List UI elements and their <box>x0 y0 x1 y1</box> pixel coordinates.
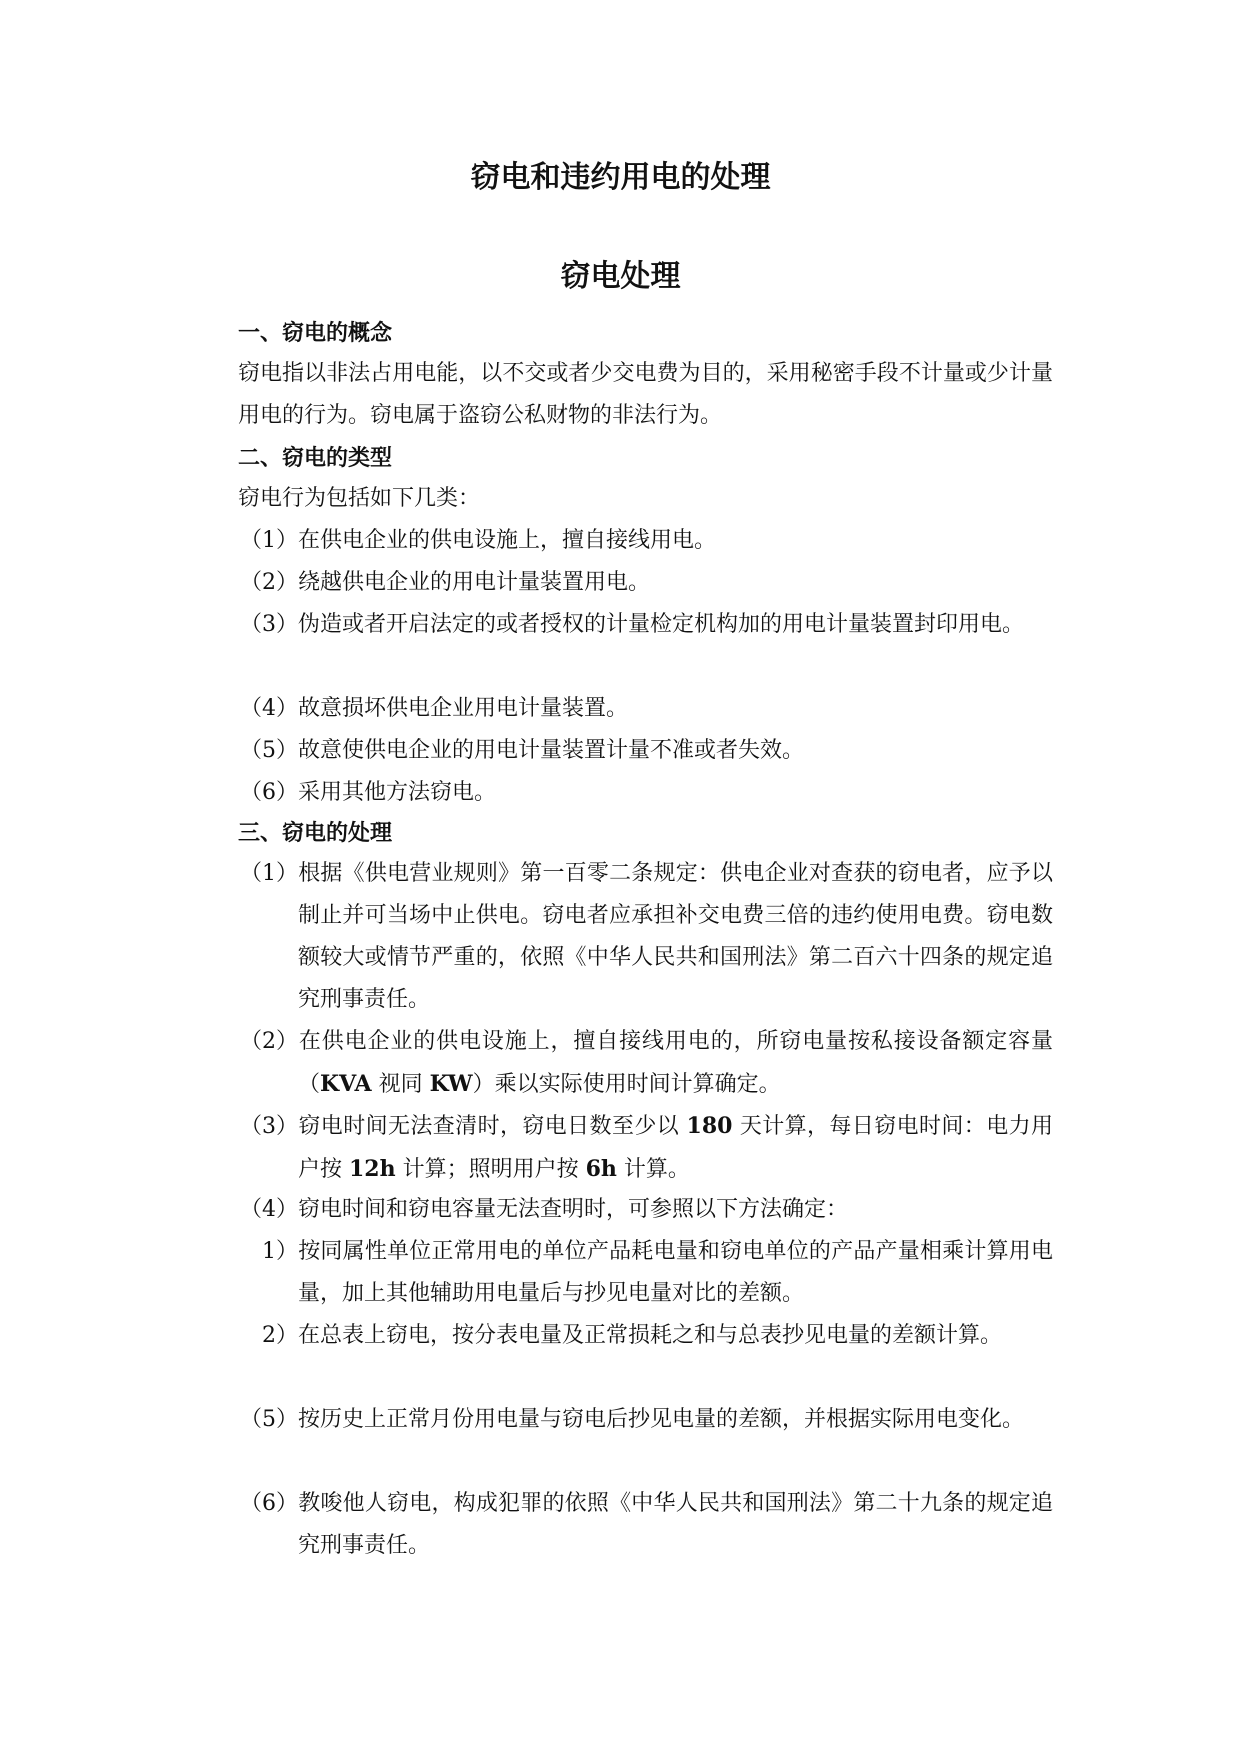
section-title: 窃电处理 <box>560 259 681 294</box>
handling-item-6: （6）教唆他人窃电，构成犯罪的依照《中华人民共和国刑法》第二十九条的规定追究刑事责任。 <box>240 1491 1053 1558</box>
section-heading-types: 二、窃电的类型 <box>238 445 393 471</box>
type-item-3: （3）伪造或者开启法定的或者授权的计量检定机构加的用电计量装置封印用电。 <box>240 612 1025 637</box>
handling-item-1: （1）根据《供电营业规则》第一百零二条规定：供电企业对查获的窃电者，应予以制止并可当场中止供电。窃电者应承担补交电费三倍的违约使用电费。窃电数额较大或情节严重的，依照《中华人民共和国刑法》第二百六十四条的规定追究刑事责任。 <box>240 861 1053 1012</box>
type-item-1: （1）在供电企业的供电设施上，擅自接线用电。 <box>240 528 717 553</box>
handling-item-4: （4）窃电时间和窃电容量无法查明时，可参照以下方法确定： <box>240 1197 849 1222</box>
section-heading-concept: 一、窃电的概念 <box>238 320 393 346</box>
handling-item-2: （2）在供电企业的供电设施上，擅自接线用电的，所窃电量按私接设备额定容量（KVA 视同 KW）乘以实际使用时间计算确定。 <box>240 1029 1053 1097</box>
section-heading-handling: 三、窃电的处理 <box>238 820 393 846</box>
concept-paragraph: 窃电指以非法占用电能，以不交或者少交电费为目的，采用秘密手段不计量或少计量用电的行为。窃电属于盗窃公私财物的非法行为。 <box>238 361 1053 428</box>
handling-item-3: （3）窃电时间无法查清时，窃电日数至少以 180 天计算，每日窃电时间：电力用户按 12h 计算；照明用户按 6h 计算。 <box>240 1113 1053 1182</box>
type-item-4: （4）故意损坏供电企业用电计量装置。 <box>240 696 629 721</box>
type-item-5: （5）故意使供电企业的用电计量装置计量不准或者失效。 <box>240 738 805 763</box>
handling-subitem-1: 1）按同属性单位正常用电的单位产品耗电量和窃电单位的产品产量相乘计算用电量，加上其他辅助用电量后与抄见电量对比的差额。 <box>262 1239 1053 1306</box>
handling-item-5: （5）按历史上正常月份用电量与窃电后抄见电量的差额，并根据实际用电变化。 <box>240 1407 1025 1432</box>
handling-subitem-2: 2）在总表上窃电，按分表电量及正常损耗之和与总表抄见电量的差额计算。 <box>262 1323 1003 1348</box>
types-intro: 窃电行为包括如下几类： <box>238 486 481 511</box>
type-item-2: （2）绕越供电企业的用电计量装置用电。 <box>240 570 651 595</box>
type-item-6: （6）采用其他方法窃电。 <box>240 780 497 805</box>
document-title: 窃电和违约用电的处理 <box>470 160 771 195</box>
